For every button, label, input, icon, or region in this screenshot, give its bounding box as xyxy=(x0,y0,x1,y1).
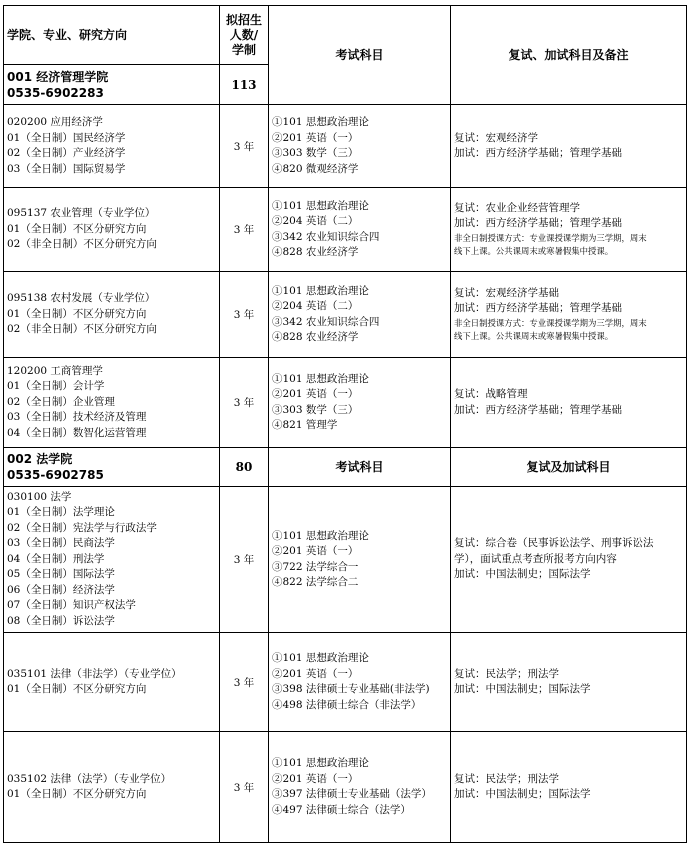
department-phone: 0535-6902283 xyxy=(7,85,104,100)
notes-cell xyxy=(450,357,687,448)
program-line: 04（全日制）数智化运营管理 xyxy=(7,426,147,439)
note-line: 复试：宏观经济学基础 xyxy=(454,286,559,299)
program-years: 3 年 xyxy=(233,224,255,236)
small-note-line: 非全日制授课方式：专业课授课学期为三学期，周末 xyxy=(454,317,647,328)
note-line: 加试：西方经济学基础；管理学基础 xyxy=(454,147,622,159)
quota-value: 113 xyxy=(231,77,257,92)
program-cell xyxy=(3,187,220,272)
program-line: 095137 农业管理（专业学位） xyxy=(7,207,156,220)
department-name: 002 法学院 xyxy=(7,452,73,466)
exam-subjects-cell xyxy=(268,271,451,358)
notes-cell xyxy=(450,104,687,188)
exam-subject: ④820 微观经济学 xyxy=(272,162,359,175)
program-line: 05（全日制）国际法学 xyxy=(7,568,115,581)
exam-subject: ③342 农业知识综合四 xyxy=(272,230,380,243)
department-002-exam-header xyxy=(268,447,451,487)
program-years-cell xyxy=(219,187,269,272)
program-years: 3 年 xyxy=(233,781,255,794)
program-years-cell xyxy=(219,486,269,633)
program-line: 02（非全日制）不区分研究方向 xyxy=(7,323,157,336)
program-line: 02（全日制）企业管理 xyxy=(7,395,115,408)
exam-subjects-cell xyxy=(268,632,451,732)
note-line: 复试：民法学；刑法学 xyxy=(454,772,559,785)
exam-subject: ①101 思想政治理论 xyxy=(272,757,369,769)
note-line: 复试：综合卷（民事诉讼法学、刑事诉讼法 xyxy=(454,537,654,550)
exam-subject: ②201 英语（一） xyxy=(272,667,359,680)
header-exam-subjects xyxy=(268,5,451,105)
notes-cell xyxy=(450,187,687,272)
program-years-cell xyxy=(219,731,269,843)
notes-cell xyxy=(450,731,687,843)
program-line: 02（非全日制）不区分研究方向 xyxy=(7,238,157,251)
program-years: 3 年 xyxy=(233,309,255,321)
note-line: 加试：西方经济学基础；管理学基础 xyxy=(454,217,622,229)
exam-subject: ③722 法学综合一 xyxy=(272,560,359,573)
department-phone: 0535-6902785 xyxy=(7,468,104,482)
exam-subject: ④821 管理学 xyxy=(272,419,338,431)
notes-cell xyxy=(450,271,687,358)
quota-value: 80 xyxy=(235,460,253,474)
program-line: 035101 法律（非法学）（专业学位） xyxy=(7,667,182,680)
department-001-cell xyxy=(3,64,220,105)
small-note-line: 线下上课。公共课周末或寒暑假集中授课。 xyxy=(454,246,614,256)
program-line: 07（全日制）知识产权法学 xyxy=(7,599,136,612)
header-col1-text: 学院、专业、研究方向 xyxy=(7,27,128,42)
exam-subject: ①101 思想政治理论 xyxy=(272,116,369,128)
program-years: 3 年 xyxy=(233,676,255,689)
header-quota-line: 学制 xyxy=(231,42,256,57)
exam-subject: ④497 法律硕士综合（法学） xyxy=(272,803,411,816)
program-cell xyxy=(3,486,220,633)
program-years: 3 年 xyxy=(233,554,255,566)
department-name: 001 经济管理学院 xyxy=(7,69,109,84)
program-line: 01（全日制）不区分研究方向 xyxy=(7,683,147,695)
exam-subject: ①101 思想政治理论 xyxy=(272,199,369,212)
program-line: 01（全日制）不区分研究方向 xyxy=(7,788,147,800)
exam-subjects-cell xyxy=(268,486,451,633)
notes-cell xyxy=(450,632,687,732)
header-quota xyxy=(219,5,269,65)
note-line: 加试：西方经济学基础；管理学基础 xyxy=(454,302,622,314)
program-line: 02（全日制）产业经济学 xyxy=(7,147,126,159)
small-note-line: 线下上课。公共课周末或寒暑假集中授课。 xyxy=(454,331,614,341)
program-cell xyxy=(3,731,220,843)
exam-subject: ①101 思想政治理论 xyxy=(272,652,369,664)
program-line: 120200 工商管理学 xyxy=(7,364,103,377)
note-line: 加试：西方经济学基础；管理学基础 xyxy=(454,403,622,416)
small-note-line: 非全日制授课方式：专业课授课学期为三学期，周末 xyxy=(454,232,647,243)
program-line: 08（全日制）诉讼法学 xyxy=(7,614,115,627)
header-col4-text: 复试、加试科目及备注 xyxy=(508,47,629,62)
exam-subject: ②201 英语（一） xyxy=(272,545,359,557)
program-line: 035102 法律（法学）（专业学位） xyxy=(7,772,172,785)
program-years-cell xyxy=(219,104,269,188)
header-college-major xyxy=(3,5,220,65)
note-line: 学），面试重点考查所报考方向内容 xyxy=(454,552,617,565)
program-years-cell xyxy=(219,357,269,448)
exam-subject: ①101 思想政治理论 xyxy=(272,529,369,542)
note-line: 复试：农业企业经营管理学 xyxy=(454,201,580,214)
exam-subject: ④828 农业经济学 xyxy=(272,331,359,343)
exam-subject: ②201 英语（一） xyxy=(272,772,359,785)
program-line: 020200 应用经济学 xyxy=(7,116,103,128)
program-line: 095138 农村发展（专业学位） xyxy=(7,292,156,305)
section-header-exams: 考试科目 xyxy=(335,459,384,474)
header-retest-notes xyxy=(450,5,687,105)
program-years: 3 年 xyxy=(233,397,255,409)
note-line: 复试：宏观经济学 xyxy=(454,131,538,144)
note-line: 复试：战略管理 xyxy=(454,388,528,400)
exam-subject: ②204 英语（二） xyxy=(272,300,359,312)
program-line: 01（全日制）法学理论 xyxy=(7,506,115,519)
department-001-quota xyxy=(219,64,269,105)
exam-subject: ③303 数学（三） xyxy=(272,147,359,159)
program-line: 01（全日制）不区分研究方向 xyxy=(7,222,147,235)
exam-subject: ①101 思想政治理论 xyxy=(272,372,369,385)
exam-subjects-cell xyxy=(268,187,451,272)
program-cell xyxy=(3,271,220,358)
exam-subject: ②201 英语（一） xyxy=(272,131,359,144)
exam-subject: ④822 法学综合二 xyxy=(272,576,359,588)
program-line: 01（全日制）会计学 xyxy=(7,380,105,393)
notes-cell xyxy=(450,486,687,633)
program-cell xyxy=(3,632,220,732)
exam-subject: ③397 法律硕士专业基础（法学） xyxy=(272,788,432,800)
header-quota-line: 拟招生 xyxy=(225,12,262,27)
header-col3-text: 考试科目 xyxy=(335,47,384,62)
program-line: 03（全日制）技术经济及管理 xyxy=(7,411,147,424)
program-cell xyxy=(3,357,220,448)
program-line: 03（全日制）民商法学 xyxy=(7,537,115,550)
program-line: 01（全日制）国民经济学 xyxy=(7,131,126,144)
exam-subject: ④828 农业经济学 xyxy=(272,246,359,258)
department-002-cell xyxy=(3,447,220,487)
exam-subject: ①101 思想政治理论 xyxy=(272,284,369,297)
exam-subject: ③303 数学（三） xyxy=(272,403,359,416)
department-002-notes-header xyxy=(450,447,687,487)
exam-subject: ③398 法律硕士专业基础(非法学) xyxy=(272,683,430,695)
program-line: 01（全日制）不区分研究方向 xyxy=(7,307,147,320)
exam-subjects-cell xyxy=(268,357,451,448)
program-cell xyxy=(3,104,220,188)
note-line: 复试：民法学；刑法学 xyxy=(454,667,559,680)
program-line: 04（全日制）刑法学 xyxy=(7,552,105,565)
note-line: 加试：中国法制史；国际法学 xyxy=(454,788,591,800)
exam-subjects-cell xyxy=(268,731,451,843)
program-years-cell xyxy=(219,271,269,358)
exam-subject: ③342 农业知识综合四 xyxy=(272,315,380,328)
program-line: 030100 法学 xyxy=(7,490,72,503)
header-quota-line: 人数/ xyxy=(229,27,259,42)
program-years-cell xyxy=(219,632,269,732)
note-line: 加试：中国法制史；国际法学 xyxy=(454,683,591,695)
exam-subject: ②201 英语（一） xyxy=(272,388,359,400)
section-header-notes: 复试及加试科目 xyxy=(526,459,611,474)
exam-subjects-cell xyxy=(268,104,451,188)
program-line: 02（全日制）宪法学与行政法学 xyxy=(7,521,157,534)
program-line: 06（全日制）经济法学 xyxy=(7,583,115,596)
exam-subject: ④498 法律硕士综合（非法学） xyxy=(272,698,422,711)
note-line: 加试：中国法制史；国际法学 xyxy=(454,568,591,581)
department-002-quota xyxy=(219,447,269,487)
program-line: 03（全日制）国际贸易学 xyxy=(7,162,126,175)
exam-subject: ②204 英语（二） xyxy=(272,215,359,227)
program-years: 3 年 xyxy=(233,140,255,153)
